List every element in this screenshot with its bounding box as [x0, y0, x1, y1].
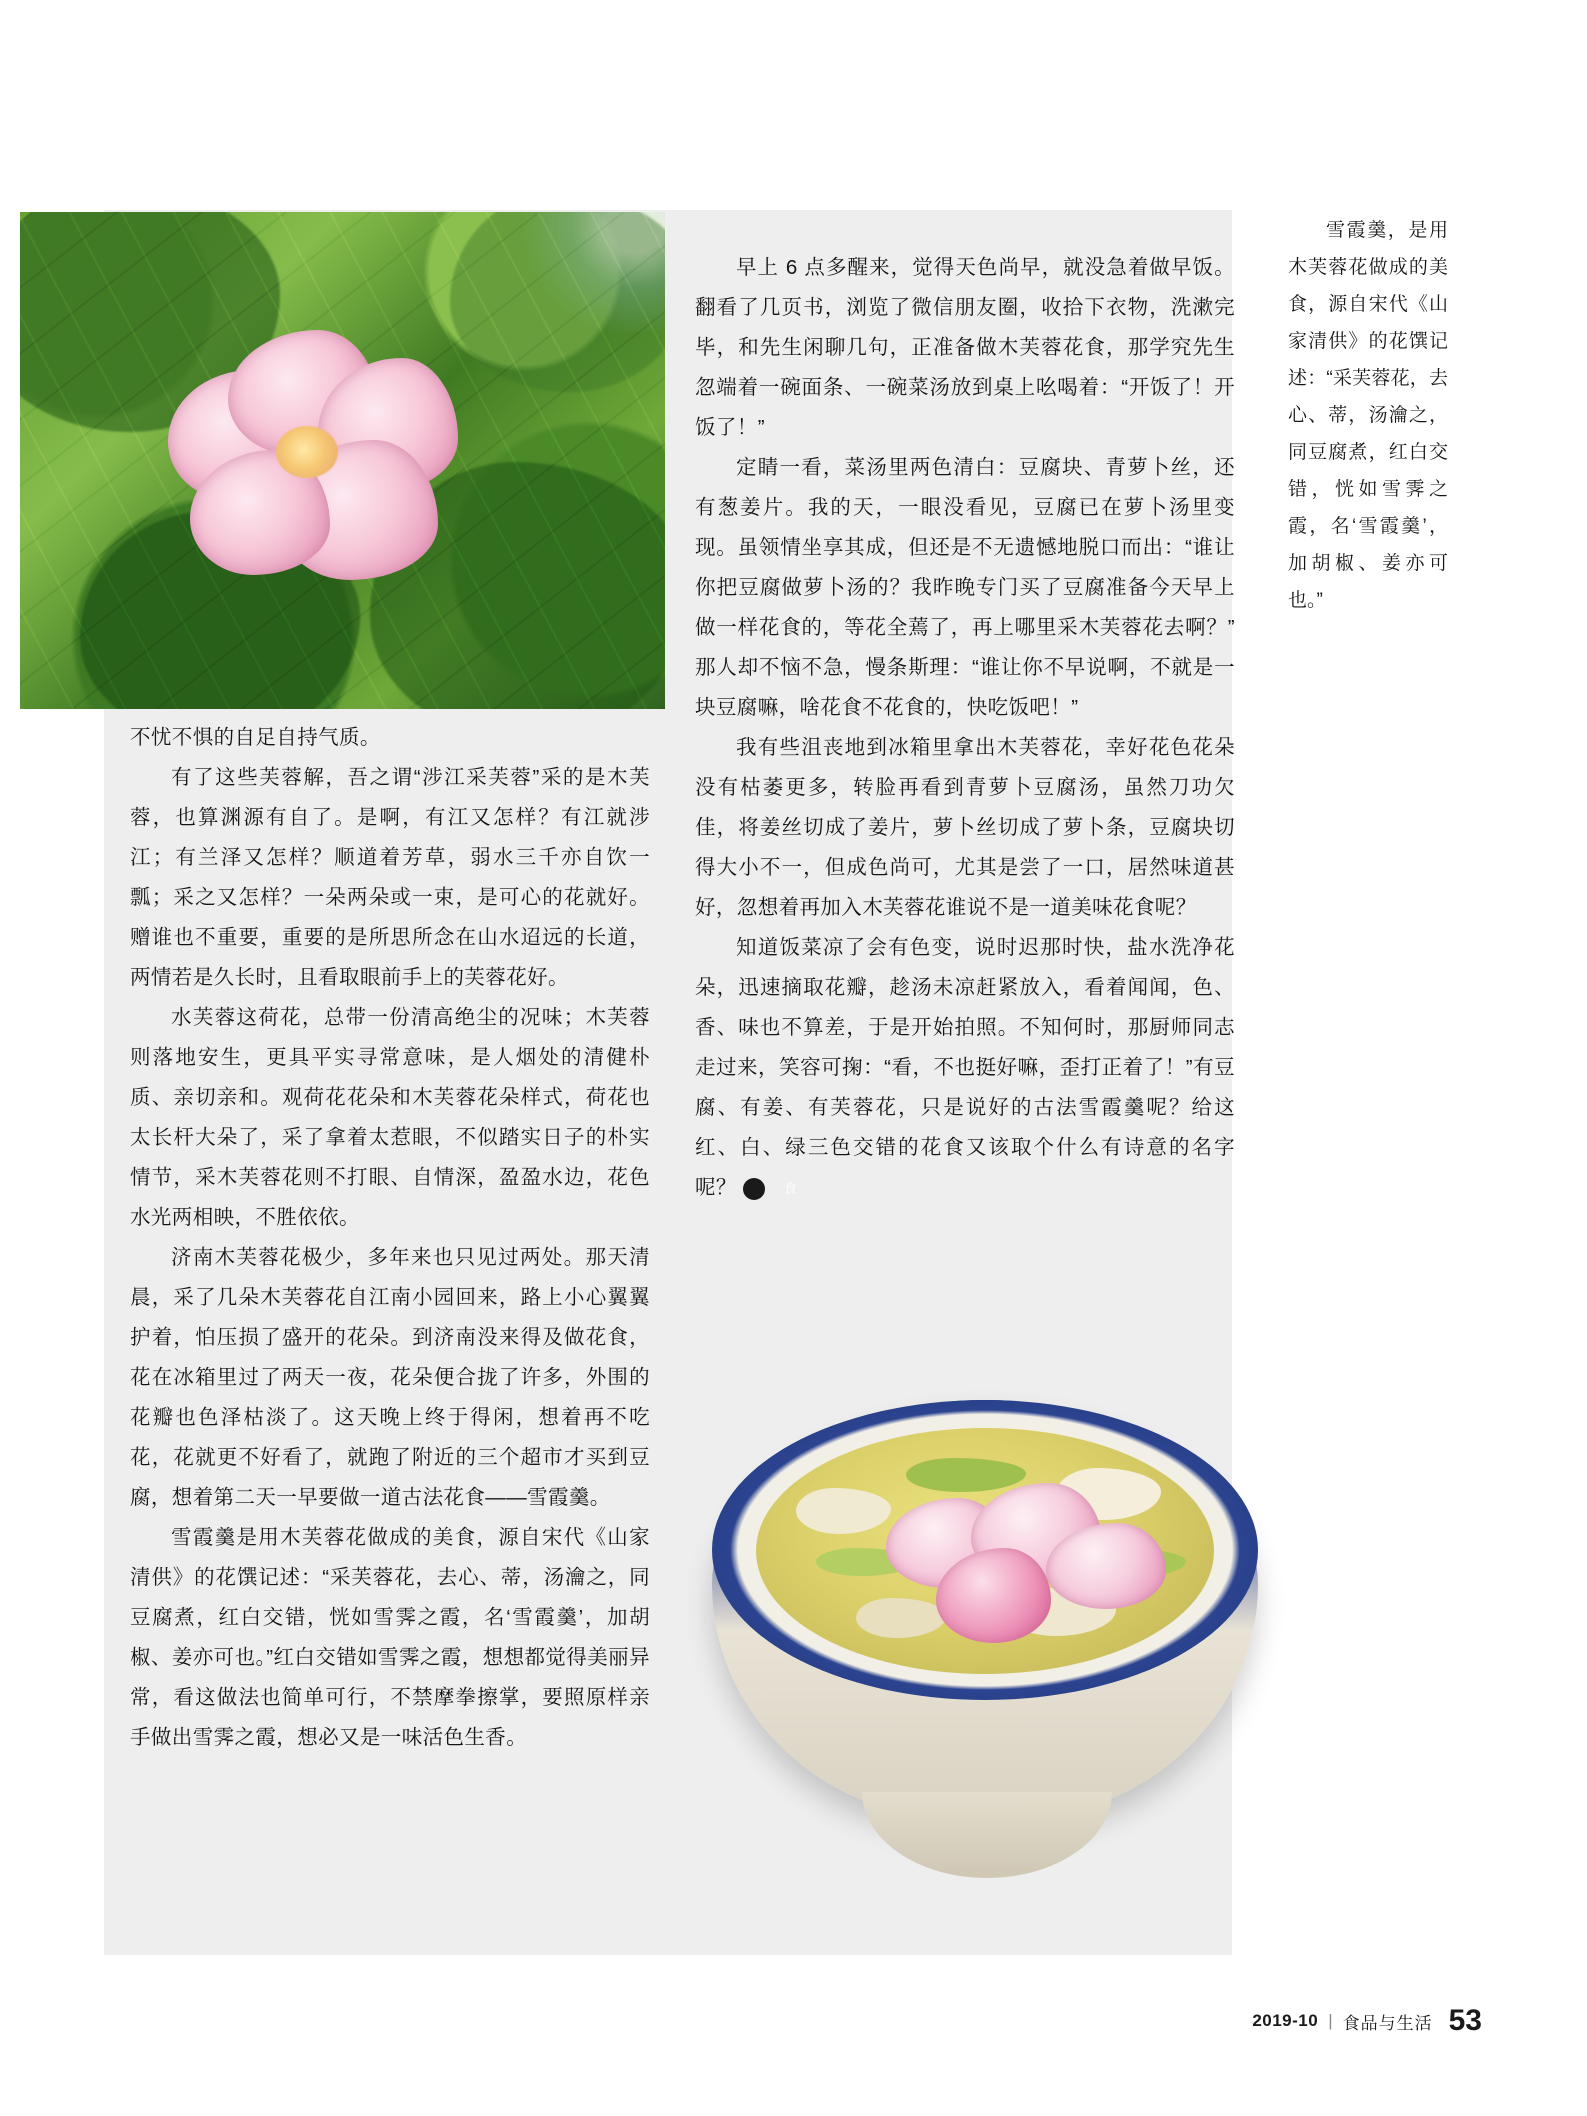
soup-broth [756, 1428, 1214, 1674]
paragraph: 水芙蓉这荷花，总带一份清高绝尘的况味；木芙蓉则落地安生，更具平实寻常意味，是人烟处的清健朴质、亲切亲和。观荷花花朵和木芙蓉花朵样式，荷花也太长杆大朵了，采了拿着太惹眼，不似踏实日子的朴实情节，采木芙蓉花则不打眼、自情深，盈盈水边，花色水光两相映，不胜依依。 [130, 1006, 650, 1229]
left-text-column [130, 718, 650, 1758]
hibiscus-flower-photo [20, 212, 665, 709]
radish-strip [906, 1458, 1026, 1492]
paragraph: 雪霞羹是用木芙蓉花做成的美食，源自宋代《山家清供》的花馔记述：“采芙蓉花，去心、蒂，汤瀹之，同豆腐煮，红白交错，恍如雪霁之霞，名‘雪霞羹’，加胡椒、姜亦可也。”红白交错如雪霁之霞，想想都觉得美丽异常，看这做法也简单可行，不禁摩拳擦掌，要照原样亲手做出雪霁之霞，想必又是一味活色生香。 [130, 1526, 650, 1749]
magazine-name: 食品与生活 [1342, 2013, 1433, 2033]
paragraph-last [695, 928, 1235, 1208]
paragraph: 济南木芙蓉花极少，多年来也只见过两处。那天清晨，采了几朵木芙蓉花自江南小园回来，路上小心翼翼护着，怕压损了盛开的花朵。到济南没来得及做花食，花在冰箱里过了两天一夜，花朵便合拢了许多，外围的花瓣也色泽枯淡了。这天晚上终于得闲，想着再不吃花，花就更不好看了，就跑了附近的三个超市才买到豆腐，想着第二天一早要做一道古法花食——雪霞羹。 [130, 1246, 650, 1509]
paragraph: 有了这些芙蓉解，吾之谓“涉江采芙蓉”采的是木芙蓉，也算渊源有自了。是啊，有江又怎样？有江就涉江；有兰泽又怎样？顺道着芳草，弱水三千亦自饮一瓢；采之又怎样？一朵两朵或一束，是可心的花就好。赠谁也不重要，重要的是所思所念在山水迢远的长道，两情若是久长时，且看取眼前手上的芙蓉花好。 [130, 766, 650, 989]
paragraph: 定睛一看，菜汤里两色清白：豆腐块、青萝卜丝，还有葱姜片。我的天，一眼没看见，豆腐已在萝卜汤里变现。虽领情坐享其成，但还是不无遗憾地脱口而出：“谁让你把豆腐做萝卜汤的？我昨晚专门买了豆腐准备今天早上做一样花食的，等花全蔫了，再上哪里采木芙蓉花去啊？”那人却不恼不急，慢条斯理：“谁让你不早说啊，不就是一块豆腐嘛，啥花食不花食的，快吃饭吧！” [695, 456, 1235, 719]
margin-note-text: 雪霞羹，是用木芙蓉花做成的美食，源自宋代《山家清供》的花馔记述：“采芙蓉花，去心、蒂，汤瀹之，同豆腐煮，红白交错，恍如雪霁之霞，名‘雪霞羹’，加胡椒、姜亦可也。” [1288, 220, 1448, 611]
paragraph-text: 知道饭菜凉了会有色变，说时迟那时快，盐水洗净花朵，迅速摘取花瓣，趁汤未凉赶紧放入，看着闻闻，色、香、味也不算差，于是开始拍照。不知何时，那厨师同志走过来，笑容可掬：“看，不也挺好嘛，歪打正着了！”有豆腐、有姜、有芙蓉花，只是说好的古法雪霞羹呢？给这红、白、绿三色交错的花食又该取个什么有诗意的名字呢？ [695, 936, 1235, 1199]
paragraph: 我有些沮丧地到冰箱里拿出木芙蓉花，幸好花色花朵没有枯萎更多，转脸再看到青萝卜豆腐汤，虽然刀功欠佳，将姜丝切成了姜片，萝卜丝切成了萝卜条，豆腐块切得大小不一，但成色尚可，尤其是尝了一口，居然味道甚好，忽想着再加入木芙蓉花谁说不是一道美味花食呢？ [695, 736, 1235, 919]
flower-petal-soup-bowl-photo [690, 1380, 1280, 1980]
flower-center [276, 426, 338, 478]
tofu-piece [796, 1488, 891, 1534]
paragraph: 早上 6 点多醒来，觉得天色尚早，就没急着做早饭。翻看了几页书，浏览了微信朋友圈，收拾下衣物，洗漱完毕，和先生闲聊几句，正准备做木芙蓉花食，那学究先生忽端着一碗面条、一碗菜汤放到桌上吆喝着：“开饭了！开饭了！” [695, 256, 1235, 439]
paragraph: 不忧不惧的自足自持气质。 [130, 726, 381, 749]
footer-separator: | [1328, 2011, 1333, 2030]
end-of-article-mark: 食 [743, 1178, 765, 1200]
page-number: 53 [1448, 2004, 1482, 2037]
bowl-base [862, 1792, 1112, 1878]
page-footer [1252, 2004, 1482, 2038]
flower-blossom [168, 330, 458, 580]
margin-note [1288, 212, 1448, 619]
middle-text-column [695, 248, 1235, 1208]
issue-date: 2019-10 [1252, 2011, 1319, 2030]
tofu-piece [856, 1598, 946, 1638]
